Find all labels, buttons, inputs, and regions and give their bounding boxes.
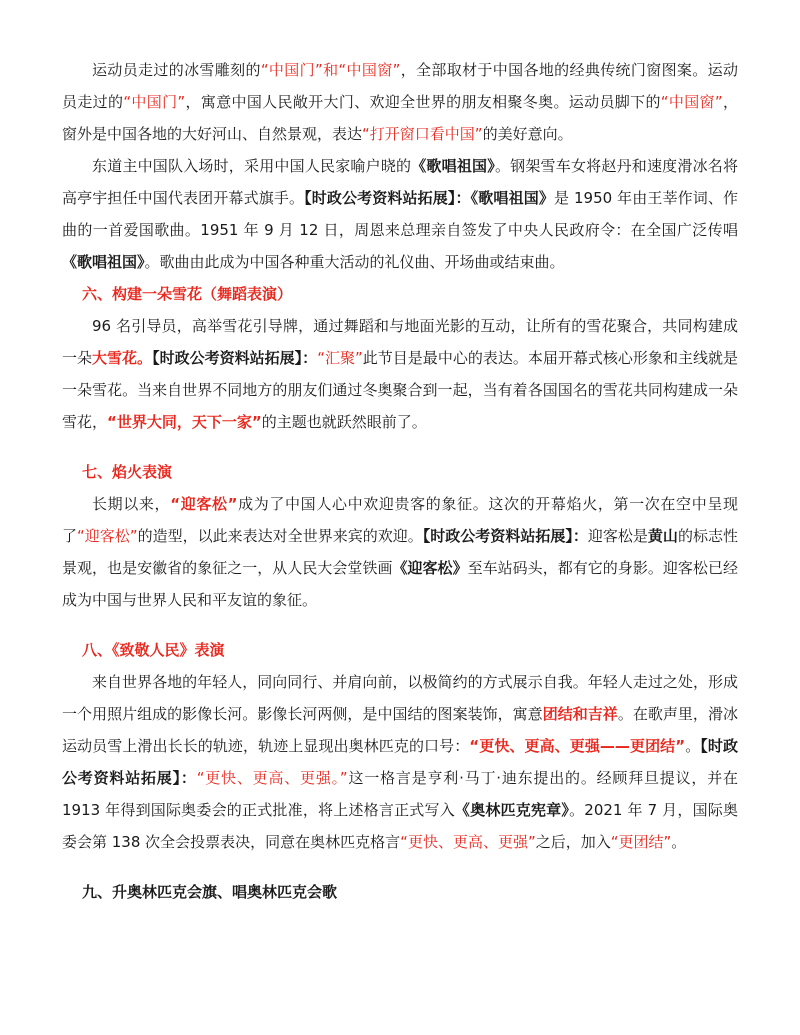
paragraph-sing-motherland: 东道主中国队入场时，采用中国人民家喻户晓的《歌唱祖国》。钢架雪车女将赵丹和速度滑冰名将高亭宇担任中国代表团开幕式旗手。【时政公考资料站拓展】：《歌唱祖国》是 1950 年由王莘作词、作曲的一首爱国歌曲。1951 年 9 月 12 日，周恩来总理亲自签发了中央人民政府令：在全国广泛传唱《歌唱祖国》。歌曲由此成为中国各种重大活动的礼仪曲、开场曲或结束曲。	[62, 157, 738, 271]
section-heading-6: 六、构建一朵雪花（舞蹈表演）	[82, 285, 293, 303]
section-heading-8: 八、《致敬人民》表演	[82, 641, 225, 659]
section-heading-7: 七、焰火表演	[82, 463, 173, 481]
section-gap	[62, 616, 738, 634]
section-gap	[62, 858, 738, 876]
paragraph-china-door-window: 运动员走过的冰雪雕刻的“中国门”和“中国窗”，全部取材于中国各地的经典传统门窗图案。运动员走过的“中国门”，寓意中国人民敞开大门、欢迎全世界的朋友相聚冬奥。运动员脚下的“中国窗”，窗外是中国各地的大好河山、自然景观，表达“打开窗口看中国”的美好意向。	[62, 61, 738, 143]
paragraph-snowflake: 96 名引导员，高举雪花引导牌，通过舞蹈和与地面光影的互动，让所有的雪花聚合，共同构建成一朵大雪花。【时政公考资料站拓展】：“汇聚”此节目是最中心的表达。本届开幕式核心形象和主线就是一朵雪花。当来自世界不同地方的朋友们通过冬奥聚合到一起，当有着各国国名的雪花共同构建成一朵雪花，“世界大同，天下一家”的主题也就跃然眼前了。	[62, 317, 738, 431]
paragraph-fireworks: 长期以来，“迎客松”成为了中国人心中欢迎贵客的象征。这次的开幕焰火，第一次在空中呈现了“迎客松”的造型，以此来表达对全世界来宾的欢迎。【时政公考资料站拓展】：迎客松是黄山的标志性景观，也是安徽省的象征之一，从人民大会堂铁画《迎客松》至车站码头，都有它的身影。迎客松已经成为中国与世界人民和平友谊的象征。	[62, 495, 738, 609]
section-heading-9: 九、升奥林匹克会旗、唱奥林匹克会歌	[82, 883, 338, 901]
paragraph-tribute-people: 来自世界各地的年轻人，同向同行、并肩向前，以极简约的方式展示自我。年轻人走过之处，形成一个用照片组成的影像长河。影像长河两侧，是中国结的图案装饰，寓意团结和吉祥。在歌声里，滑冰运动员雪上滑出长长的轨迹，轨迹上显现出奥林匹克的口号：“更快、更高、更强——更团结”。【时政公考资料站拓展】：“更快、更高、更强。”这一格言是亨利·马丁·迪东提出的。经顾拜旦提议，并在 1913 年得到国际奥委会的正式批准，将上述格言正式写入《奥林匹克宪章》。2021 年 7 月，国际奥委会第 138 次全会投票表决，同意在奥林匹克格言“更快、更高、更强”之后，加入“更团结”。	[62, 673, 738, 851]
section-gap	[62, 438, 738, 456]
